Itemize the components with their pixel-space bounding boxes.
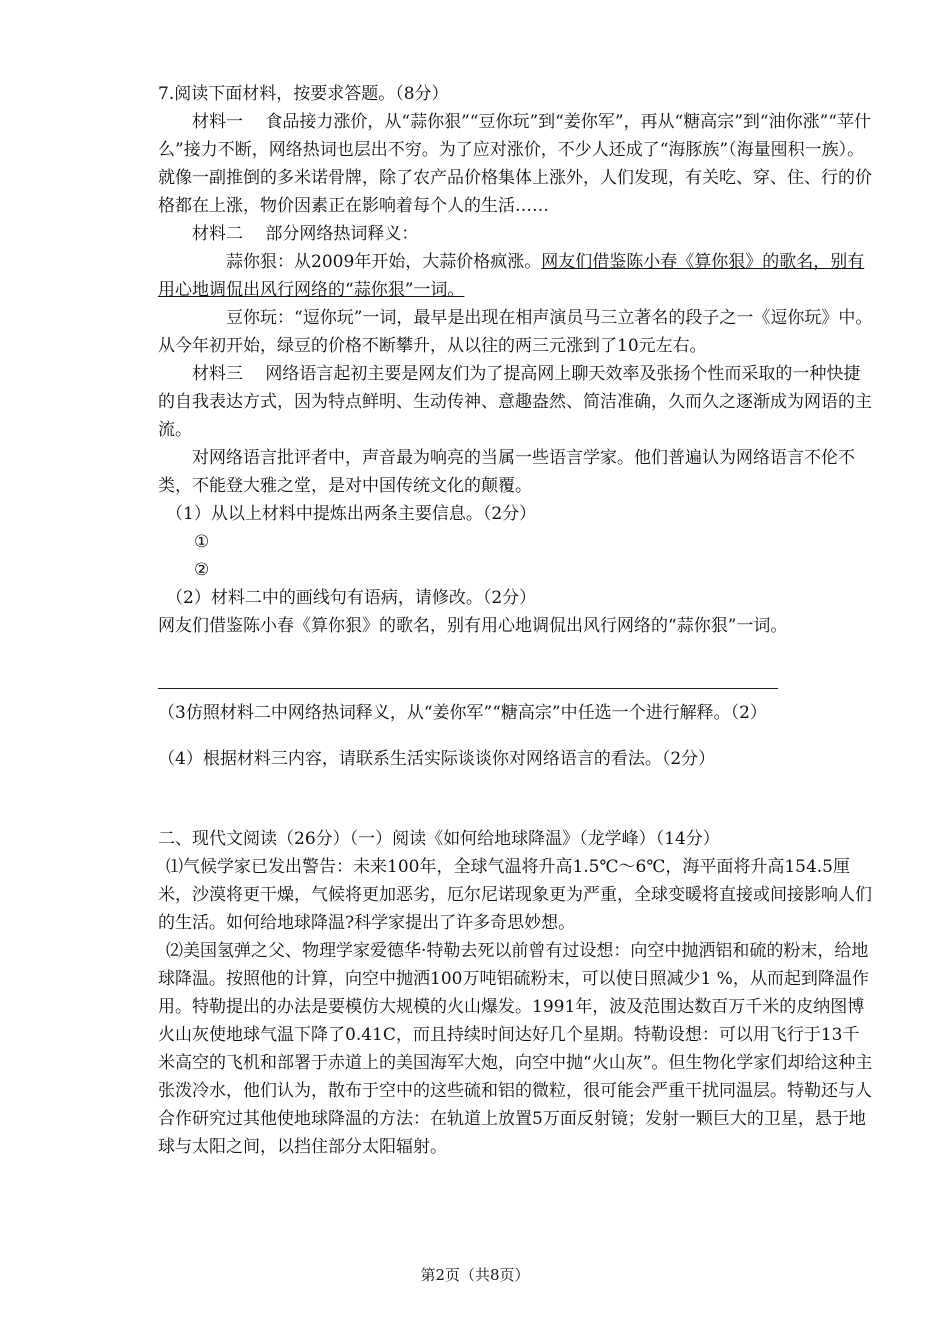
material-3-para-2: 对网络语言批评者中，声音最为响亮的当属一些语言学家。他们普遍认为网络语言不伦不类，不能登大雅之堂，是对中国传统文化的颠覆。: [158, 448, 855, 496]
sub-question-2: （2）材料二中的画线句有语病，请修改。（2分）: [166, 588, 537, 608]
sub-question-2-sentence: 网友们借鉴陈小春《算你狠》的歌名，别有用心地调侃出风行网络的“蒜你狠”一词。: [158, 616, 788, 636]
sub-question-4: （4）根据材料三内容，请联系生活实际谈谈你对网络语言的看法。（2分）: [158, 749, 716, 769]
material-1: 材料一 食品接力涨价，从“蒜你狠”“豆你玩”到“姜你军”，再从“糖高宗”到“油你涨”“苹什么”接力不断，网络热词也层出不穷。为了应对涨价，不少人还成了“海豚族”（海量囤积一族）。就像一副推倒的多米诺骨牌，除了农产品价格集体上涨外，人们发现，有关吃、穿、住、行的价格都在上涨，物价因素正在影响着每个人的生活……: [158, 112, 872, 216]
reading-para-2: ⑵美国氢弹之父、物理学家爱德华·特勒去死以前曾有过设想：向空中抛洒铝和硫的粉末，给地球降温。按照他的计算，向空中抛洒100万吨铝硫粉末，可以使日照减少1 %，从而起到降温作用。特勒提出的办法是要模仿大规模的火山爆发。1991年，波及范围达数百万千米的皮纳图博火山灰使地球气温下降了0.41C，而且持续时间达好几个星期。特勒设想：可以用飞行于13千米高空的飞机和部署于赤道上的美国海军大炮，向空中抛“火山灰”。但生物化学家们却给这种主张泼冷水，他们认为，散布于空中的这些硫和铝的微粒，很可能会严重干扰同温层。特勒还与人合作研究过其他使地球降温的方法：在轨道上放置5万面反射镜；发射一颗巨大的卫星，悬于地球与太阳之间，以挡住部分太阳辐射。: [158, 941, 873, 1157]
sub-question-3: （3仿照材料二中网络热词释义，从“姜你军”“糖高宗”中任选一个进行解释。（2）: [158, 703, 767, 723]
question-7-title: 7.阅读下面材料，按要求答题。（8分）: [158, 84, 449, 104]
material-2-entry-bean: 豆你玩：“逗你玩”一词，最早是出现在相声演员马三立著名的段子之一《逗你玩》中。从今年初开始，绿豆的价格不断攀升，从以往的两三元涨到了10元左右。: [158, 308, 873, 356]
part-2-heading: 二、现代文阅读（26分）（一）阅读《如何给地球降温》（龙学峰）（14分）: [158, 829, 720, 849]
page-footer: 第2页（共8页）: [420, 1266, 530, 1284]
garlic-definition: 蒜你狠：从2009年开始，大蒜价格疯涨。: [226, 252, 542, 272]
material-2-heading: 材料二 部分网络热词释义：: [192, 224, 419, 244]
exam-page: [158, 80, 874, 1161]
material-3-para-1: 材料三 网络语言起初主要是网友们为了提高网上聊天效率及张扬个性而采取的一种快捷的自我表达方式，因为特点鲜明、生动传神、意趣盎然、简洁准确，久而久之逐渐成为网语的主流。: [158, 364, 872, 440]
material-2-entry-garlic: [158, 248, 874, 304]
underlined-sentence: 网友们借鉴陈小春《算你狠》的歌名，别有用心地调侃出风行网络的“蒜你狠”一词。: [158, 252, 865, 300]
answer-line: [158, 688, 778, 689]
answer-mark-1: ①: [194, 532, 210, 552]
sub-question-1: （1）从以上材料中提炼出两条主要信息。（2分）: [166, 504, 537, 524]
answer-mark-2: ②: [194, 560, 210, 580]
reading-para-1: ⑴气候学家已发出警告：未来100年，全球气温将升高1.5℃～6℃，海平面将升高154.5厘米，沙漠将更干燥，气候将更加恶劣，厄尔尼诺现象更为严重，全球变暖将直接或间接影响人们的生活。如何给地球降温?科学家提出了许多奇思妙想。: [158, 857, 872, 933]
